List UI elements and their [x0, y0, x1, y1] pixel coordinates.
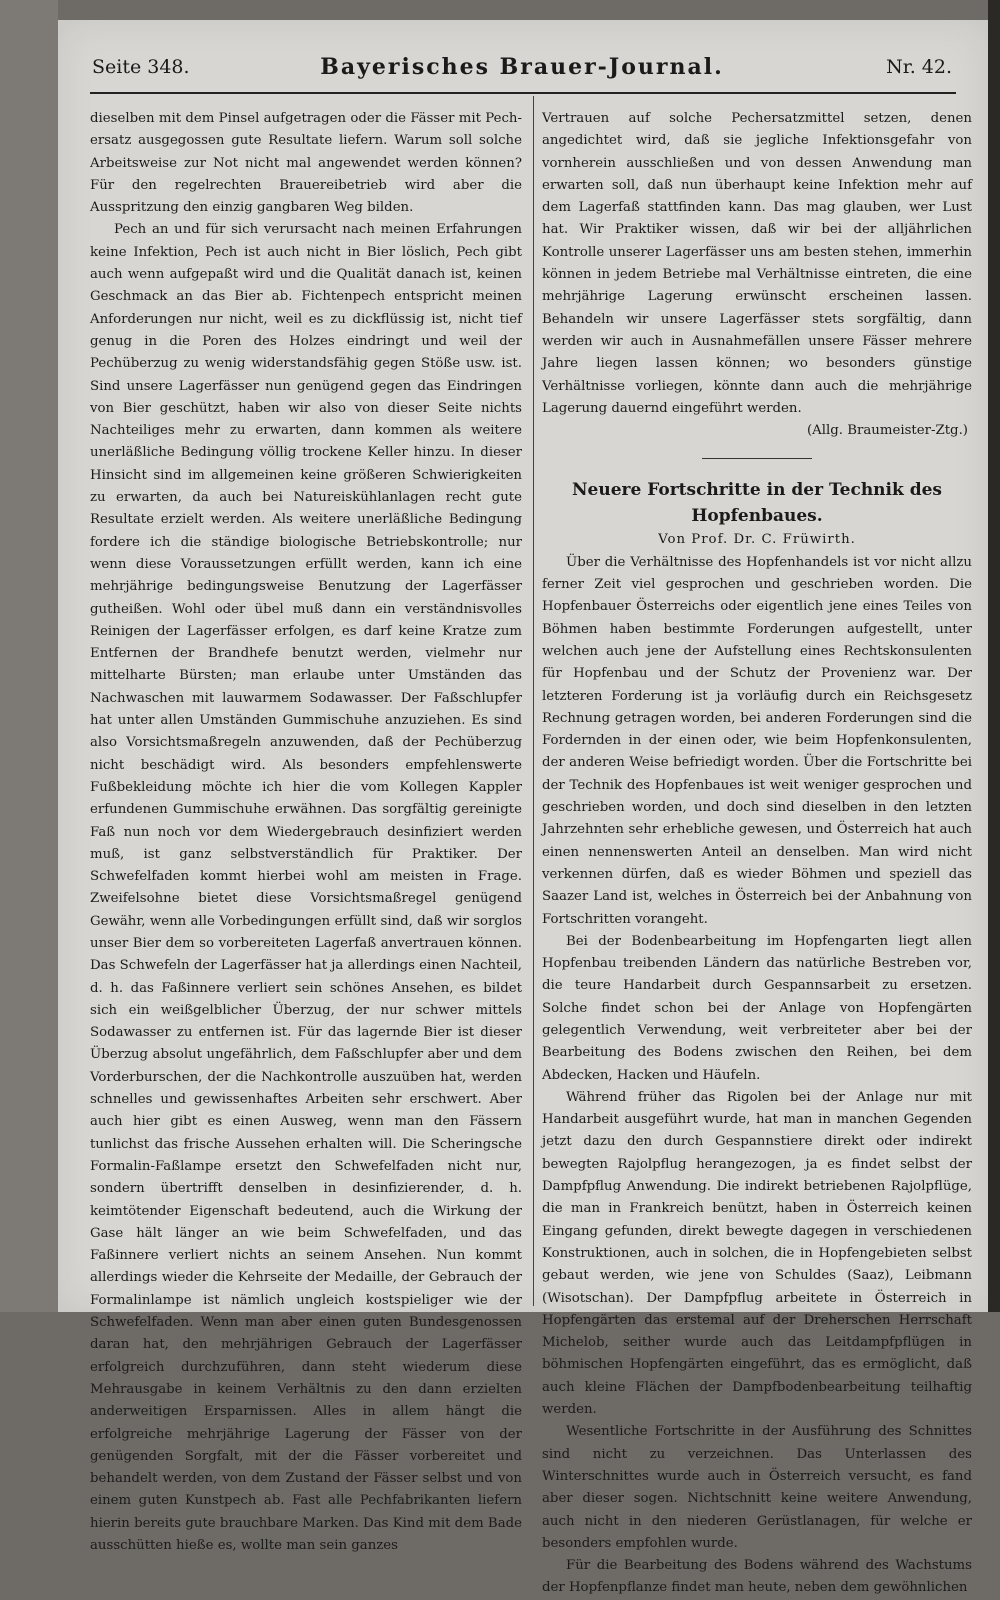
journal-title: Bayerisches Brauer-Journal. — [320, 54, 724, 80]
journal-page — [58, 20, 988, 1596]
right-column — [542, 108, 972, 1600]
column-divider — [533, 96, 534, 1306]
article-separator — [702, 458, 812, 459]
article-paragraph-3: Während früher das Rigolen bei der Anlage nur mit Handarbeit ausgeführt wurde, hat man in manchen Gegenden jetzt dazu den durch Gespannstiere direkt oder indirekt bewegten Rajolpflug herangezogen, ja es findet selbst der Dampfpflug Anwendung. Die indirekt betriebenen Rajolpflüge, die man in Frankreich benützt, haben in Österreich keinen Eingang gefunden, direkt bewegte dagegen in verschiedenen Konstruktionen, auch in solchen, die in Hopfengebieten selbst gebaut werden, wie jene von Schuldes (Saaz), Leibmann (Wisotschan). Der Dampfpflug arbeitete in Österreich in Hopfengärten das erstemal auf der Dreherschen Herrschaft Michelob, seither wurde auch das Leitdampfpflügen in böhmischen Hopfengärten eingeführt, das es ermöglicht, daß auch kleine Flächen der Dampfbodenbearbeitung teilhaftig werden. — [542, 1089, 972, 1418]
left-paragraph-1: dieselben mit dem Pinsel aufgetragen oder die Fässer mit Pech-ersatz ausgegossen gute Resultate liefern. Warum soll solche Arbeitsweise zur Not nicht mal angewendet werden können? Für den regelrechten Brauereibetrieb wird aber die Ausspritzung den einzig gangbaren Weg bilden. — [90, 111, 522, 216]
article-paragraph-1: Über die Verhältnisse des Hopfenhandels ist vor nicht allzu ferner Zeit viel gesprochen und geschrieben worden. Die Hopfenbauer Österreichs oder eigentlich jene eines Teiles von Böhmen haben bestimmte Forderungen aufgestellt, unter welchen auch jene der Aufstellung eines Rechtskonsulenten für Hopfenbau und der Schutz der Provenienz war. Der letzteren Forderung ist ja vorläufig durch ein Reichsgesetz Rechnung getragen worden, bei anderen Forderungen sind die Fordernden in der einen oder, wie beim Hopfenkonsulenten, der anderen Weise befriedigt worden. Über die Fortschritte bei der Technik des Hopfenbaues ist weit weniger gesprochen und geschrieben worden, und doch sind dieselben in den letzten Jahrzehnten sehr erhebliche gewesen, und Österreich hat auch einen nennenswerten Anteil an denselben. Man wird nicht verkennen dürfen, daß es wieder Böhmen und speziell das Saazer Land ist, welches in Österreich bei der Anbahnung von Fortschritten vorangeht. — [542, 554, 972, 927]
scan-background-left — [0, 0, 58, 1312]
source-citation: (Allg. Braumeister-Ztg.) — [806, 423, 968, 439]
article-paragraph-4: Wesentliche Fortschritte in der Ausführung des Schnittes sind nicht zu verzeichnen. Das Unterlassen des Winterschnittes wurde auch in Österreich versucht, es fand aber dieser sogen. Nichtschnitt keine weitere Anwendung, auch nicht in den niederen Gerüstlanagen, für welche er besonders empfohlen wurde. — [542, 1424, 972, 1551]
left-column — [90, 108, 522, 1557]
article-paragraph-5: Für die Bearbeitung des Bodens während des Wachstums der Hopfenpflanze findet man heute, neben dem gewöhnlichen — [542, 1558, 972, 1596]
scan-background-right — [988, 0, 1000, 1312]
left-paragraph-2: Pech an und für sich verursacht nach meinen Erfahrungen keine Infektion, Pech ist auch nicht in Bier löslich, Pech gibt auch wenn aufgepaßt wird und die Qualität danach ist, keinen Geschmack an das Bier ab. Fichtenpech entspricht meinen Anforderungen nur nicht, weil es zu dickflüssig ist, nicht tief genug in die Poren des Holzes eindringt und weil der Pechüberzug zu wenig widerstandsfähig gegen Stöße usw. ist. Sind unsere Lagerfässer nun genügend gegen das Eindringen von Bier geschützt, haben wir also von dieser Seite nichts Nachteiliges mehr zu erwarten, dann kommen als weitere unerläßliche Bedingung völlig trockene Keller hinzu. In dieser Hinsicht sind im allgemeinen keine größeren Schwierigkeiten zu erwarten, da auch bei Natureiskühlanlagen recht gute Resultate erzielt werden. Als weitere unerläßliche Bedingung fordere ich die ständige biologische Betriebskontrolle; nur wenn diese Voraussetzungen erfüllt werden, kann ich eine mehrjährige bedingungsweise Benutzung der Lagerfässer gutheißen. Wohl oder übel muß dann ein verständnisvolles Reinigen der Lagerfässer erfolgen, es darf keine Kratze zum Entfernen der Brandhefe benutzt werden, vielmehr nur mittelharte Bürsten; man erlaube unter Umständen das Nachwaschen mit lauwarmem Sodawasser. Der Faßschlupfer hat unter allen Umständen Gummischuhe anzuziehen. Es sind also Vorsichtsmaßregeln anzuwenden, daß der Pechüberzug nicht beschädigt wird. Als besonders empfehlenswerte Fußbekleidung möchte ich hier die vom Kollegen Kappler erfundenen Gummischuhe erwähnen. Das sorgfältig gereinigte Faß nun noch vor dem Wiedergebrauch desinfiziert werden muß, ist ganz selbstverständlich für Praktiker. Der Schwefelfaden kommt hierbei wohl am meisten in Frage. Zweifelsohne bietet diese Vorsichtsmaßregel genügend Gewähr, wenn alle Vorbedingungen erfüllt sind, daß wir sorglos unser Bier dem so vorbereiteten Lagerfaß anvertrauen können. Das Schwefeln der Lagerfässer hat ja allerdings einen Nachteil, d. h. das Faßinnere verliert sein schönes Ansehen, es bildet sich ein weißgelblicher Überzug, der nur schwer mittels Sodawasser zu entfernen ist. Für das lagernde Bier ist dieser Überzug absolut ungefährlich, dem Faßschlupfer aber und dem Vorderburschen, der die Nachkontrolle auszuüben hat, werden schnelles und gewissenhaftes Arbeiten sehr erschwert. Aber auch hier gibt es einen Ausweg, wenn man den Fässern tunlichst das frische Aussehen erhalten will. Die Scheringsche Formalin-Faßlampe ersetzt den Schwefelfaden nicht nur, sondern übertrifft denselben in desinfizierender, d. h. keimtötender Eigenschaft bedeutend, auch die Wirkung der Gase hält länger an wie beim Schwefelfaden, und das Faßinnere verliert nichts an seinem Ansehen. Nun kommt allerdings wieder die Kehrseite der Medaille, der Gebrauch der Formalinlampe ist nämlich ungleich kostspieliger wie der Schwefelfaden. Wenn man aber einen guten Bundesgenossen daran hat, den mehrjährigen Gebrauch der Lagerfässer erfolgreich durchzuführen, dann steht wiederum diese Mehrausgabe in keinem Verhältnis zu den dann erzielten anderweitigen Ersparnissen. Alles in allem hängt die erfolgreiche mehrjährige Lagerung der Fässer von der genügenden Sorgfalt, mit der die Fässer vorbereitet und behandelt werden, von dem Zustand der Fässer selbst und von einem guten Kunstpech ab. Fast alle Pechfabrikanten liefern hierin bereits gute brauchbare Marken. Das Kind mit dem Bade ausschütten hieße es, wollte man sein ganzes — [90, 222, 522, 1553]
issue-number: Nr. 42. — [886, 56, 952, 78]
article-title: Neuere Fortschritte in der Technik des Hopfenbaues. — [572, 480, 942, 527]
right-continuation: Vertrauen auf solche Pechersatzmittel setzen, denen angedichtet wird, daß sie jegliche Infektionsgefahr von vornherein ausschließen und von dessen Anwendung man erwarten soll, daß nun überhaupt keine Infektion mehr auf dem Lagerfaß stattfinden kann. Das mag glauben, wer Lust hat. Wir Praktiker wissen, daß wir bei der alljährlichen Kontrolle unserer Lagerfässer uns am besten stehen, immerhin können in jedem Betriebe mal Verhältnisse eintreten, die eine mehrjährige Lagerung erwünscht erscheinen lassen. Behandeln wir unsere Lagerfässer stets sorgfältig, dann werden wir auch in Ausnahmefällen unsere Fässer mehrere Jahre liegen lassen können; wo besonders günstige Verhältnisse vorliegen, könnte dann auch die mehrjährige Lagerung dauernd eingeführt werden. — [542, 111, 972, 416]
article-paragraph-2: Bei der Bodenbearbeitung im Hopfengarten liegt allen Hopfenbau treibenden Ländern das natürliche Bestreben vor, die teure Handarbeit durch Gespannsarbeit zu ersetzen. Solche findet schon bei der Anlage von Hopfengärten gelegentlich Verwendung, weit verbreiteter aber bei der Bearbeitung des Bodens zwischen den Reihen, bei dem Abdecken, Hacken und Häufeln. — [542, 933, 972, 1083]
article-byline: Von Prof. Dr. C. Früwirth. — [658, 532, 856, 548]
header-rule — [90, 92, 956, 94]
page-number: Seite 348. — [92, 56, 190, 78]
page-header — [92, 56, 952, 86]
